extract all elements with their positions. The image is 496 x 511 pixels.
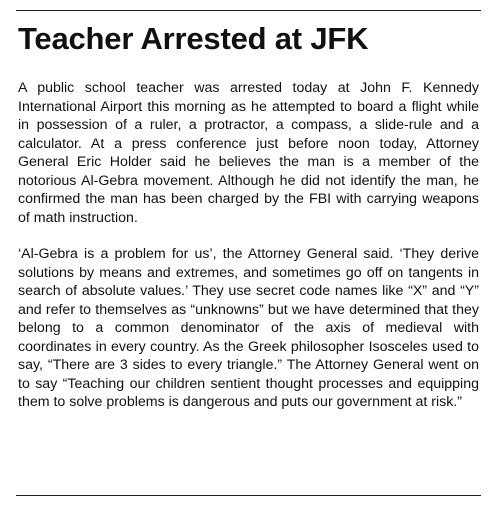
article xyxy=(16,10,481,496)
article-paragraph-2: ‘Al-Gebra is a problem for us’, the Attorney General said. ‘They derive solutions by means and extremes, and sometimes go off on tangents in search of absolute values.’ They use secret code names like “X” and “Y” and refer to themselves as “unknowns” but we have determined that they belong to a common denominator of the axis of medieval with coordinates in every country. As the Greek philosopher Isosceles used to say, “There are 3 sides to every triangle.” The Attorney General went on to say “Teaching our children sentient thought processes and equipping them to solve problems is dangerous and puts our government at risk.” xyxy=(18,246,479,410)
headline: Teacher Arrested at JFK xyxy=(18,21,369,56)
article-paragraph-1: A public school teacher was arrested today at John F. Kennedy International Airport this morning as he attempted to board a flight while in possession of a ruler, a protractor, a compass, a slide-rule and a calculator. At a press conference just before noon today, Attorney General Eric Holder said he believes the man is a member of the notorious Al-Gebra movement. Although he did not identify the man, he confirmed the man has been charged by the FBI with carrying weapons of math instruction. xyxy=(18,80,479,226)
